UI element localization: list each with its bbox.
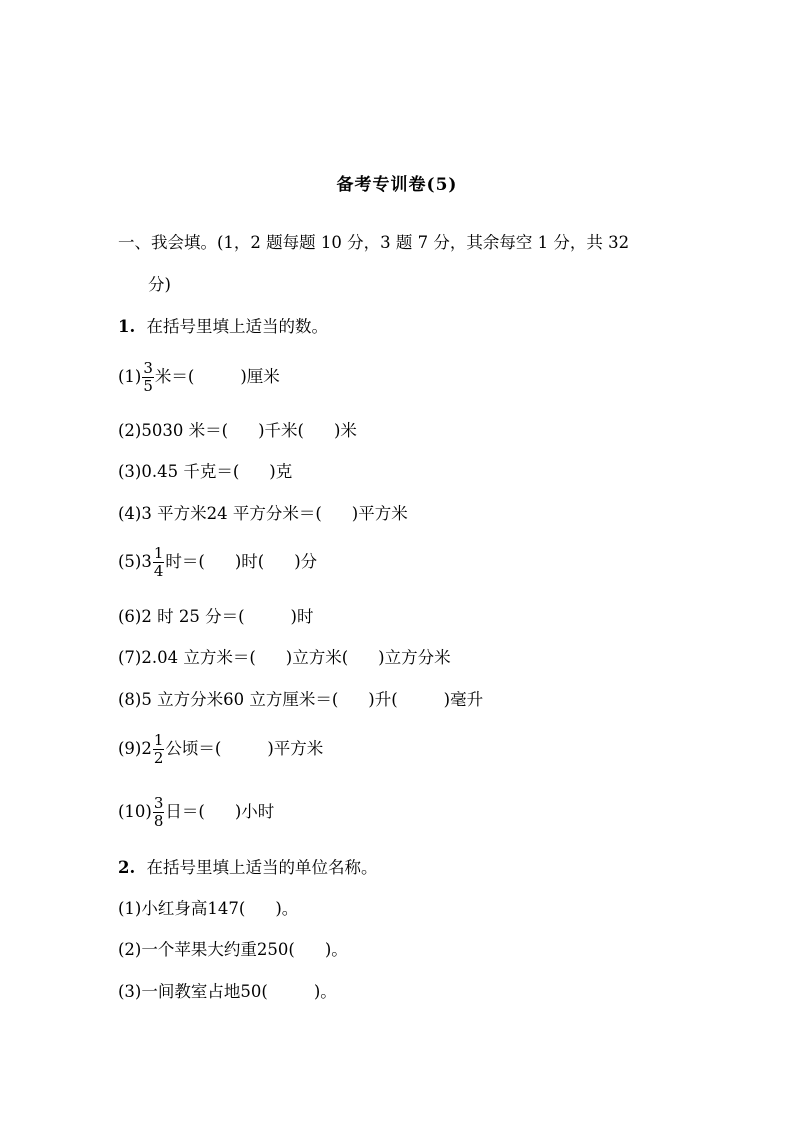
item-text: )毫升 [443, 690, 484, 709]
item-text: )小时 [234, 802, 275, 821]
question-1-heading [118, 316, 328, 338]
q1-item-2 [118, 420, 357, 442]
item-label: (6) [118, 607, 142, 626]
item-text: 3 平方米24 平方分米＝( [141, 504, 322, 523]
item-label: (1) [118, 367, 142, 386]
item-label: (3) [118, 462, 142, 481]
item-label: (2) [118, 421, 142, 440]
fraction [142, 360, 154, 395]
item-text: )平方米 [351, 504, 408, 523]
q1-item-6 [118, 606, 313, 628]
mixed-whole: 2 [141, 739, 152, 758]
fraction-denominator: 2 [153, 749, 164, 767]
item-label: (1) [118, 899, 142, 918]
q1-item-7 [118, 647, 451, 669]
item-text: 5030 米＝( [141, 421, 229, 440]
item-text: 一个苹果大约重250( [141, 940, 295, 959]
question-number: 2. [118, 858, 136, 877]
item-text: 2.04 立方米＝( [141, 648, 256, 667]
question-text: 在括号里填上适当的数。 [146, 317, 328, 336]
item-text: )。 [324, 940, 348, 959]
mixed-whole: 3 [141, 552, 152, 571]
fraction-numerator: 3 [153, 794, 164, 812]
fraction [153, 732, 165, 767]
fraction-denominator: 8 [153, 812, 164, 830]
item-text: )时 [290, 607, 314, 626]
fraction-numerator: 3 [143, 359, 153, 377]
item-text: 时＝( [165, 552, 205, 571]
item-label: (5) [118, 552, 142, 571]
item-text: )立方分米 [378, 648, 451, 667]
q1-item-9 [118, 732, 323, 767]
item-text: )。 [313, 982, 337, 1001]
page-title: 备考专训卷(5) [336, 175, 458, 195]
q1-item-8 [118, 689, 483, 711]
q1-item-10 [118, 795, 274, 830]
item-text: 日＝( [165, 802, 205, 821]
item-label: (7) [118, 648, 142, 667]
q1-item-3 [118, 461, 292, 483]
item-text: 小红身高147( [141, 899, 246, 918]
item-text: )厘米 [240, 367, 280, 386]
item-text: 5 立方分米60 立方厘米＝( [141, 690, 339, 709]
section-heading: 一、我会填。(1，2 题每题 10 分，3 题 7 分，其余每空 1 分，共 32 [118, 233, 630, 252]
fraction [153, 545, 165, 580]
q2-item-2 [118, 939, 348, 961]
q1-item-1 [118, 360, 280, 395]
item-text: )平方米 [267, 739, 324, 758]
section-heading-continued: 分) [148, 275, 171, 294]
item-label: (8) [118, 690, 142, 709]
fraction-numerator: 1 [153, 731, 164, 749]
fraction-numerator: 1 [153, 544, 164, 562]
item-label: (9) [118, 739, 142, 758]
item-text: 米＝( [154, 367, 195, 386]
item-label: (2) [118, 940, 142, 959]
item-label: (3) [118, 982, 142, 1001]
item-text: 一间教室占地50( [141, 982, 268, 1001]
item-text: )。 [275, 899, 299, 918]
item-text: 公顷＝( [165, 739, 222, 758]
question-2-heading [118, 857, 377, 879]
item-label: (10) [118, 802, 152, 821]
fraction-denominator: 4 [153, 562, 164, 580]
question-text: 在括号里填上适当的单位名称。 [146, 858, 378, 877]
item-text: 0.45 千克＝( [141, 462, 240, 481]
item-text: )升( [368, 690, 398, 709]
q2-item-1 [118, 898, 298, 920]
item-text: )分 [294, 552, 318, 571]
item-text: )千米( [258, 421, 304, 440]
q1-item-4 [118, 503, 408, 525]
item-text: 2 时 25 分＝( [141, 607, 245, 626]
fraction-denominator: 5 [143, 377, 153, 395]
fraction [153, 795, 165, 830]
q2-item-3 [118, 981, 337, 1003]
question-number: 1. [118, 317, 136, 336]
item-text: )时( [234, 552, 265, 571]
q1-item-5 [118, 545, 317, 580]
item-label: (4) [118, 504, 142, 523]
item-text: )立方米( [285, 648, 349, 667]
item-text: )米 [333, 421, 357, 440]
item-text: )克 [269, 462, 293, 481]
